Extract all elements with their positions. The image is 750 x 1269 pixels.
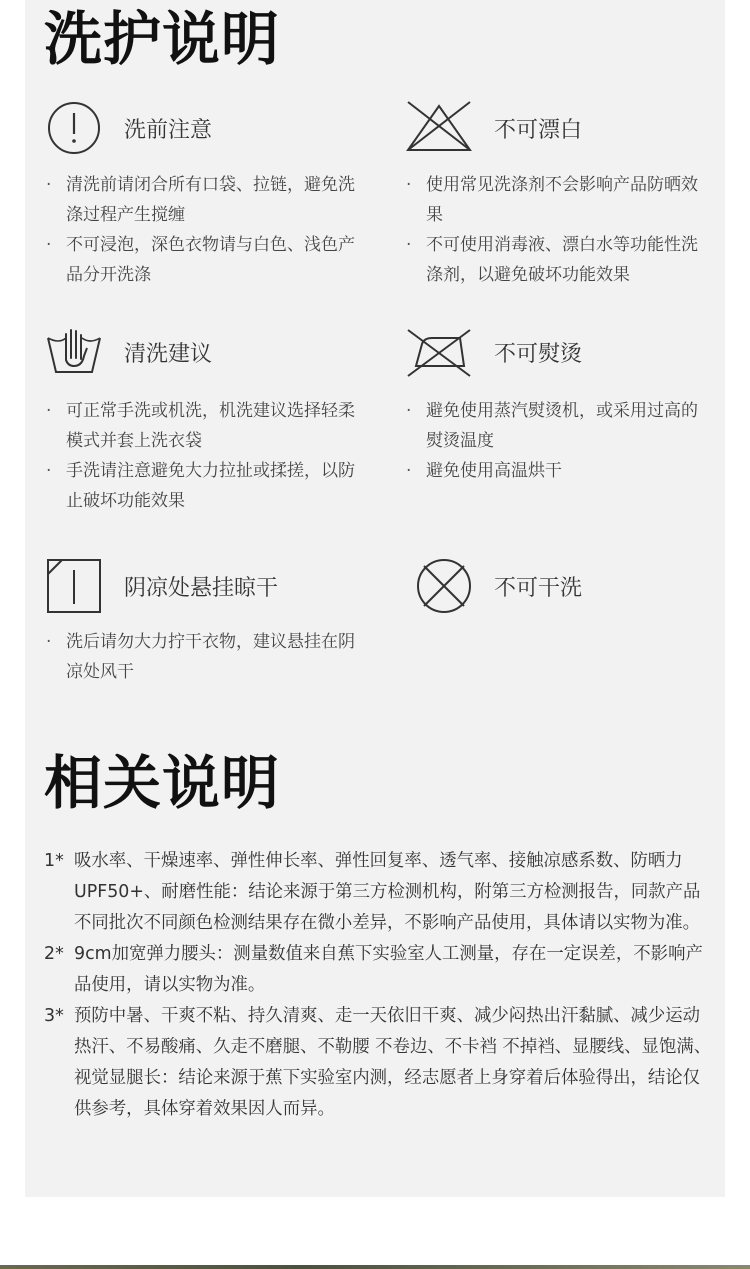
bullet-item: · 使用常见洗涤剂不会影响产品防晒效果 — [404, 170, 714, 230]
care-item-no-iron — [404, 322, 582, 382]
care-item-title: 不可漂白 — [494, 117, 583, 143]
no-dry-clean-icon — [414, 556, 474, 616]
note-text: 吸水率、干燥速率、弹性伸长率、弹性回复率、透气率、接触凉感系数、防晒力UPF50+、耐磨性能：结论来源于第三方检测机构，附第三方检测报告，同款产品不同批次不同颜色检测结果存在微小差异，不影响产品使用，具体请以实物为准。 — [74, 851, 701, 933]
bullet-item: · 洗后请勿大力拧干衣物，建议悬挂在阴凉处风干 — [44, 627, 364, 687]
bullet-item: · 可正常手洗或机洗，机洗建议选择轻柔模式并套上洗衣袋 — [44, 396, 364, 456]
bullet-item: · 不可浸泡，深色衣物请与白色、浅色产品分开洗涤 — [44, 230, 364, 290]
care-item-no-dry-clean — [414, 556, 582, 616]
note-number: 2* — [44, 944, 64, 964]
care-item-no-bleach — [404, 98, 582, 158]
care-item-wash-advice — [44, 322, 212, 382]
notes-title: 相关说明 — [44, 749, 281, 817]
care-item-title: 阴凉处悬挂晾干 — [124, 575, 279, 601]
note-item — [44, 1001, 714, 1125]
care-item-title: 不可熨烫 — [494, 341, 583, 367]
care-item-before-wash — [44, 98, 212, 158]
line-dry-shade-icon — [44, 556, 104, 616]
bullet-item: · 避免使用蒸汽熨烫机，或采用过高的熨烫温度 — [404, 396, 714, 456]
notes-list — [44, 846, 714, 1125]
care-item-title: 不可干洗 — [494, 575, 583, 601]
care-item-bullets — [44, 396, 364, 516]
care-item-bullets — [404, 396, 714, 486]
note-number: 3* — [44, 1006, 64, 1026]
care-title: 洗护说明 — [44, 5, 281, 73]
bullet-item: · 避免使用高温烘干 — [404, 456, 714, 486]
care-item-bullets — [44, 627, 364, 687]
bullet-item: · 手洗请注意避免大力拉扯或揉搓，以防止破坏功能效果 — [44, 456, 364, 516]
note-item — [44, 846, 714, 939]
note-text: 9cm加宽弹力腰头：测量数值来自蕉下实验室人工测量，存在一定误差，不影响产品使用，请以实物为准。 — [74, 944, 703, 995]
care-item-title: 清洗建议 — [124, 341, 213, 367]
note-item — [44, 939, 714, 1001]
hand-wash-icon — [44, 322, 104, 382]
care-item-bullets — [404, 170, 714, 290]
care-item-line-dry-shade — [44, 556, 278, 616]
care-item-bullets — [44, 170, 364, 290]
note-text: 预防中暑、干爽不粘、持久清爽、走一天依旧干爽、减少闷热出汗黏腻、减少运动热汗、不易酸痛、久走不磨腿、不勒腰 不卷边、不卡裆 不掉裆、显腰线、显饱满、视觉显腿长：结论来源于蕉下实验室内测，经志愿者上身穿着后体验得出，结论仅供参考，具体穿着效果因人而异。 — [74, 1006, 712, 1119]
note-number: 1* — [44, 851, 64, 871]
bottom-edge-strip — [0, 1265, 750, 1269]
exclamation-circle-icon — [44, 98, 104, 158]
no-iron-icon — [404, 322, 474, 382]
care-item-title: 洗前注意 — [124, 117, 213, 143]
no-bleach-icon — [404, 98, 474, 158]
bullet-item: · 清洗前请闭合所有口袋、拉链，避免洗涤过程产生搅缠 — [44, 170, 364, 230]
bullet-item: · 不可使用消毒液、漂白水等功能性洗涤剂，以避免破坏功能效果 — [404, 230, 714, 290]
